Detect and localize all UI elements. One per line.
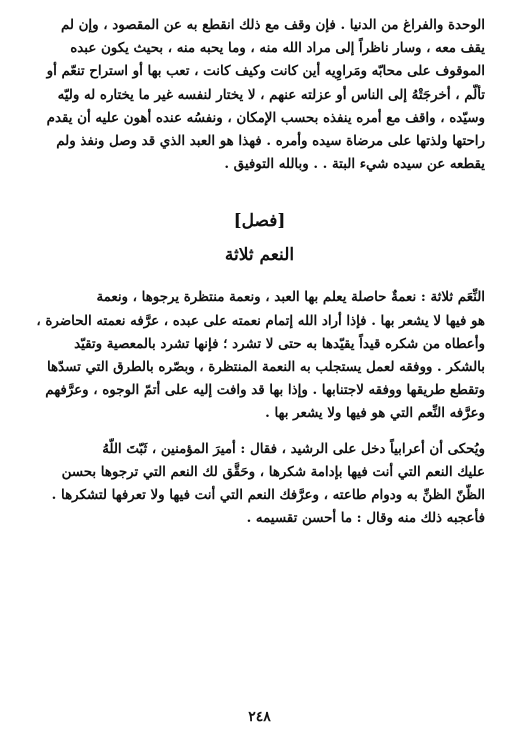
text-line: هو فيها لا يشعر بها . فإذا أراد الله إتمام نعمته على عبده ، عرَّفه نعمته الحاضرة ، xyxy=(36,312,485,329)
text-line: وسيّده ، واقف مع أمره ينفذه بحسب الإمكان ، ونفسُه عنده أهون عليه أن يقدم xyxy=(46,109,485,126)
page-number: ٢٤٨ xyxy=(248,709,271,725)
section-heading: [فصل] xyxy=(233,211,286,232)
text-line: يقف معه ، وسار ناظراً إلى مراد الله منه ، وما يحبه منه ، بحيث يكون عبده xyxy=(70,40,485,57)
text-line: يقطعه عن سيده شيء البتة . . وبالله التوفيق . xyxy=(224,156,485,173)
text-line: وتقطع طريقها ووفقه لاجتنابها . وإذا بها قد وافت إليه على أتمّ الوجوه ، وعرَّفهم xyxy=(45,382,485,399)
text-line: وأعطاه من شكره قيداً يقيّدها به حتى لا تشرد ؛ فإنها تشرد بالمعصية وتقيّد xyxy=(74,335,485,352)
paragraph-2 xyxy=(34,286,485,425)
text-line: فأعجبه ذلك منه وقال : ما أحسن تقسيمه . xyxy=(246,510,485,527)
text-line: ويُحكى أن أعرابياً دخل على الرشيد ، فقال : أميرَ المؤمنين ، ثَبّتَ اللّهُ xyxy=(102,440,485,457)
text-line: الوحدة والفراغ من الدنيا . فإن وقف مع ذلك انقطع به عن المقصود ، وإن لم xyxy=(60,17,485,33)
text-line: الموقوف على محابّه ومَراوِيه أين كانت وكيف كانت ، تعب بها أو استراح تنعّم أو xyxy=(46,63,485,80)
section-title: النعم ثلاثة xyxy=(224,245,295,266)
text-line: بالشكر . ووفقه لعمل يستجلب به النعمة المنتظرة ، وبصّره بالطرق التي تسدّها xyxy=(46,359,485,376)
text-line: النِّعَم ثلاثة : نعمةٌ حاصلة يعلم بها العبد ، ونعمة منتظرة يرجوها ، ونعمة xyxy=(96,289,485,306)
text-line: وعرَّفه النِّعم التي هو فيها ولا يشعر بها . xyxy=(265,405,485,422)
paragraph-3 xyxy=(34,438,485,531)
text-line: راحتها ولذتها على مرضاة سيده وأمره . فهذا هو العبد الذي قد وصل ونفذ ولم xyxy=(56,133,485,150)
text-line: عليك النعم التي أنت فيها بإدامة شكرها ، وحَقَّق لك النعم التي ترجوها بحسن xyxy=(61,463,485,480)
text-line: الظّنّ الظنِّ به ودوام طاعته ، وعرَّفك النعم التي أنت فيها ولا تعرفها لتشكرها . xyxy=(51,487,485,504)
paragraph-1 xyxy=(34,14,485,176)
text-line: تألّم ، أخرجَتْهُ إلى الناس أو عزلته عنهم ، لا يختار لنفسه غير ما يختاره له وليّه xyxy=(57,86,485,103)
